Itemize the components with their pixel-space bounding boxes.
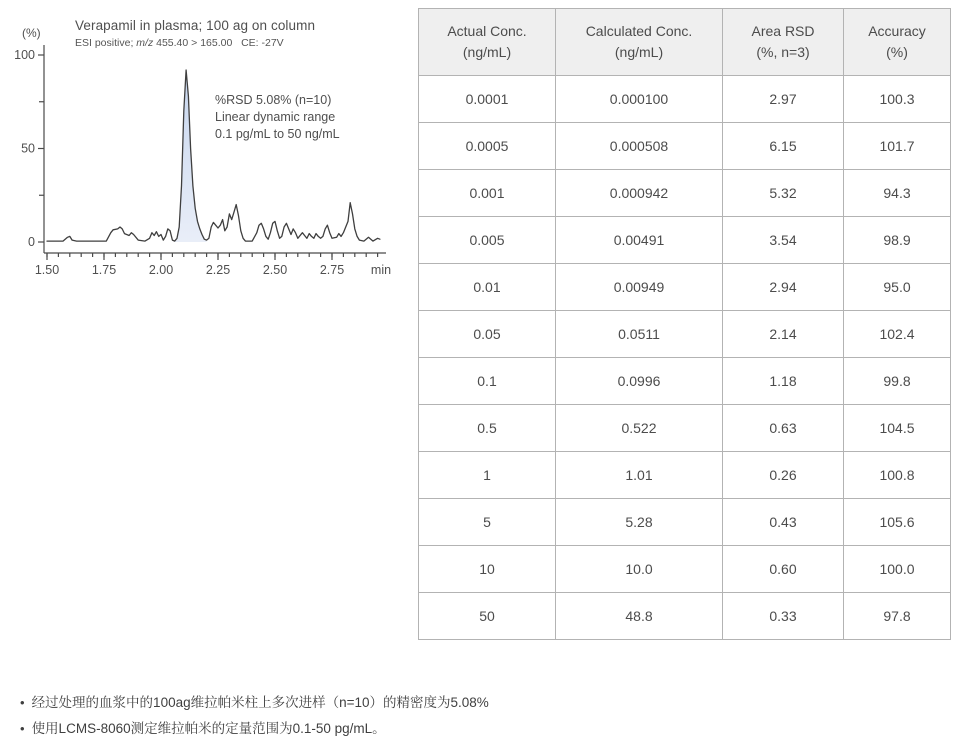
table-cell: 0.00949 [556, 264, 723, 311]
table-row [419, 593, 951, 640]
table-cell: 0.0001 [419, 76, 556, 123]
table-cell: 94.3 [844, 170, 951, 217]
table-cell: 1.18 [723, 358, 844, 405]
table-row [419, 123, 951, 170]
table-cell: 0.63 [723, 405, 844, 452]
table-cell: 0.001 [419, 170, 556, 217]
col-header-actual-conc [419, 9, 556, 76]
table-cell: 0.5 [419, 405, 556, 452]
table-cell: 6.15 [723, 123, 844, 170]
x-tick-label: 2.50 [262, 263, 288, 277]
table-cell: 5.32 [723, 170, 844, 217]
table-cell: 3.54 [723, 217, 844, 264]
col-header-line: Actual Conc. [447, 23, 527, 39]
col-header-line: Calculated Conc. [585, 23, 693, 39]
col-header-calculated-conc [556, 9, 723, 76]
table-cell: 0.1 [419, 358, 556, 405]
table-cell: 100.3 [844, 76, 951, 123]
note-precision-text: 经过处理的血浆中的100ag维拉帕米柱上多次进样（n=10）的精密度为5.08% [31, 695, 489, 710]
table-cell: 0.26 [723, 452, 844, 499]
table-cell: 0.0005 [419, 123, 556, 170]
col-header-area-rsd [723, 9, 844, 76]
table-cell: 104.5 [844, 405, 951, 452]
notes-section [20, 690, 489, 742]
table-cell: 48.8 [556, 593, 723, 640]
table-cell: 5 [419, 499, 556, 546]
table-row [419, 546, 951, 593]
table-cell: 0.522 [556, 405, 723, 452]
table-cell: 50 [419, 593, 556, 640]
x-axis-unit-label: min [370, 263, 392, 277]
table-cell: 0.0511 [556, 311, 723, 358]
results-table-header [419, 9, 951, 76]
table-cell: 97.8 [844, 593, 951, 640]
annotation-range-value: 0.1 pg/mL to 50 ng/mL [215, 127, 340, 141]
table-row [419, 499, 951, 546]
axes [14, 45, 391, 277]
table-cell: 0.01 [419, 264, 556, 311]
note-precision [20, 690, 489, 716]
x-tick-label: 2.75 [319, 263, 345, 277]
table-cell: 0.05 [419, 311, 556, 358]
col-header-accuracy [844, 9, 951, 76]
header-row [419, 9, 951, 76]
table-row [419, 76, 951, 123]
table-cell: 10.0 [556, 546, 723, 593]
col-header-unit: (ng/mL) [614, 44, 664, 60]
table-cell: 0.33 [723, 593, 844, 640]
chromatogram-plot [8, 8, 410, 298]
bullet-icon: • [20, 721, 25, 736]
table-cell: 2.94 [723, 264, 844, 311]
x-tick-label: 1.75 [91, 263, 117, 277]
note-quant-range-text: 使用LCMS-8060测定维拉帕米的定量范围为0.1-50 pg/mL。 [31, 721, 386, 736]
chart-title: Verapamil in plasma; 100 ag on column [75, 18, 316, 33]
table-cell: 99.8 [844, 358, 951, 405]
col-header-line: Area RSD [751, 23, 815, 39]
table-cell: 2.14 [723, 311, 844, 358]
table-row [419, 311, 951, 358]
note-quant-range [20, 716, 489, 742]
table-cell: 2.97 [723, 76, 844, 123]
table-cell: 5.28 [556, 499, 723, 546]
table-cell: 105.6 [844, 499, 951, 546]
annotation-range-label: Linear dynamic range [215, 110, 336, 124]
table-row [419, 170, 951, 217]
table-cell: 100.0 [844, 546, 951, 593]
table-cell: 0.000942 [556, 170, 723, 217]
table-row [419, 452, 951, 499]
table-cell: 101.7 [844, 123, 951, 170]
table-cell: 1 [419, 452, 556, 499]
table-cell: 1.01 [556, 452, 723, 499]
table-cell: 10 [419, 546, 556, 593]
table-cell: 0.000508 [556, 123, 723, 170]
chart-subtitle [75, 37, 284, 49]
table-cell: 0.00491 [556, 217, 723, 264]
chromatogram-panel [8, 8, 410, 298]
table-row [419, 358, 951, 405]
y-tick-label: 0 [28, 235, 35, 249]
table-cell: 100.8 [844, 452, 951, 499]
table-cell: 0.0996 [556, 358, 723, 405]
x-tick-label: 2.00 [148, 263, 174, 277]
chart-annotation [215, 92, 340, 143]
table-cell: 95.0 [844, 264, 951, 311]
table-cell: 0.60 [723, 546, 844, 593]
table-cell: 102.4 [844, 311, 951, 358]
results-table-body [419, 76, 951, 640]
x-tick-label: 2.25 [205, 263, 231, 277]
results-table [418, 8, 951, 640]
x-tick-label: 1.50 [34, 263, 60, 277]
y-tick-label: 100 [14, 48, 35, 62]
col-header-line: Accuracy [868, 23, 926, 39]
table-row [419, 217, 951, 264]
subtitle-transition: 455.40 > 165.00 CE: -27V [153, 37, 284, 49]
col-header-unit: (%, n=3) [756, 44, 810, 60]
annotation-rsd: %RSD 5.08% (n=10) [215, 93, 332, 107]
y-axis-unit-label: (%) [22, 26, 41, 40]
table-cell: 0.005 [419, 217, 556, 264]
table-row [419, 405, 951, 452]
table-row [419, 264, 951, 311]
table-cell: 0.43 [723, 499, 844, 546]
subtitle-mz-label: m/z [136, 37, 154, 49]
col-header-unit: (%) [886, 44, 908, 60]
bullet-icon: • [20, 695, 25, 710]
table-cell: 98.9 [844, 217, 951, 264]
col-header-unit: (ng/mL) [462, 44, 512, 60]
y-tick-label: 50 [21, 141, 35, 156]
table-cell: 0.000100 [556, 76, 723, 123]
subtitle-prefix: ESI positive; [75, 37, 137, 49]
